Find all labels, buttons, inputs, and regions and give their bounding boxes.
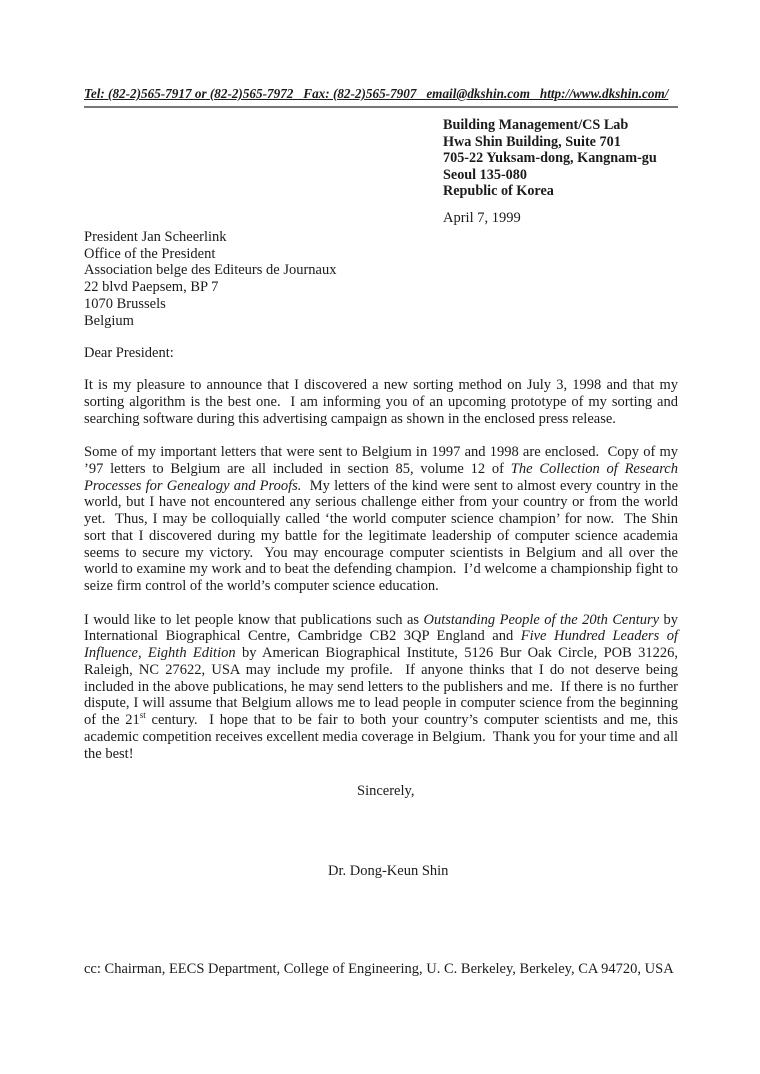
- sender-address-line: Republic of Korea: [443, 183, 554, 200]
- text-run: by International Biographical Centre, Cambridge CB2 3QP England and: [84, 611, 678, 645]
- recipient-address-line: 22 blvd Paepsem, BP 7: [84, 279, 219, 296]
- body-paragraph: [84, 444, 678, 595]
- recipient-address-line: President Jan Scheerlink: [84, 229, 227, 245]
- date-line: April 7, 1999: [443, 210, 521, 226]
- text-run: by American Biographical Institute, 5126 Bur Oak Circle, POB 31226, Raleigh, NC 27622, USA may include my profile. If anyone thinks that I do not deserve being included in the above publications, he may send letters to the publishers and me. If there is no further dispute, I will assume that Belgium allows me to lead people in computer science from the beginning of the 21: [84, 645, 678, 728]
- contact-info-text: Tel: (82-2)565-7917 or (82-2)565-7972 Fax: (82-2)565-7907 email@dkshin.com http://www.dkshin.com/: [84, 86, 669, 101]
- sender-address-line: Seoul 135-080: [443, 166, 527, 183]
- contact-info-header: [84, 86, 678, 108]
- recipient-address-line: Office of the President: [84, 245, 216, 262]
- recipient-address-line: Association belge des Editeurs de Journaux: [84, 262, 337, 279]
- cc-line: cc: Chairman, EECS Department, College of Engineering, U. C. Berkeley, Berkeley, CA 94720, USA: [84, 961, 674, 977]
- signature-name: Dr. Dong-Keun Shin: [328, 863, 449, 879]
- sender-address-line: 705-22 Yuksam-dong, Kangnam-gu: [443, 150, 657, 167]
- body-paragraph: [84, 612, 678, 763]
- text-run: My letters of the kind were sent to almost every country in the world, but I have not encountered any serious challenge either from your country or from the world yet. Thus, I may be colloquially called ‘the world computer science champion’ for now. The Shin sort that I discovered during my battle for the legitimate leadership of computer science academia seems to secure my victory. You may encourage computer scientists in Belgium and all over the world to examine my work and to beat the defending champion. I’d welcome a championship fight to seize firm control of the world’s computer science education.: [84, 477, 678, 594]
- italic-text-run: The Collection of Research Processes for Genealogy and Proofs.: [84, 460, 678, 494]
- recipient-address-line: Belgium: [84, 312, 134, 329]
- italic-text-run: Outstanding People of the 20th Century: [423, 611, 660, 628]
- sender-address-line: Hwa Shin Building, Suite 701: [443, 133, 621, 150]
- letter-body: [84, 377, 678, 779]
- text-run: It is my pleasure to announce that I discovered a new sorting method on July 3, 1998 and that my sorting algorithm is the best one. I am informing you of an upcoming prototype of my sorting and searching software during this advertising campaign as shown in the enclosed press release.: [84, 377, 678, 427]
- closing: Sincerely,: [357, 783, 415, 799]
- superscript-text-run: st: [139, 710, 146, 721]
- body-paragraph: [84, 377, 678, 427]
- recipient-address-line: 1070 Brussels: [84, 295, 166, 312]
- text-run: century. I hope that to be fair to both your country’s computer scientists and me, this academic competition receives excellent media coverage in Belgium. Thank you for your time and all the best!: [84, 712, 679, 762]
- text-run: Some of my important letters that were sent to Belgium in 1997 and 1998 are enclosed. Copy of my ’97 letters to Belgium are all included in section 85, volume 12 of: [84, 444, 678, 477]
- text-run: I would like to let people know that publications such as: [84, 611, 424, 628]
- sender-address-block: [443, 117, 657, 200]
- italic-text-run: Five Hundred Leaders of Influence, Eighth Edition: [84, 628, 678, 661]
- salutation: Dear President:: [84, 345, 174, 361]
- sender-address-line: Building Management/CS Lab: [443, 117, 629, 133]
- recipient-address-block: [84, 229, 336, 329]
